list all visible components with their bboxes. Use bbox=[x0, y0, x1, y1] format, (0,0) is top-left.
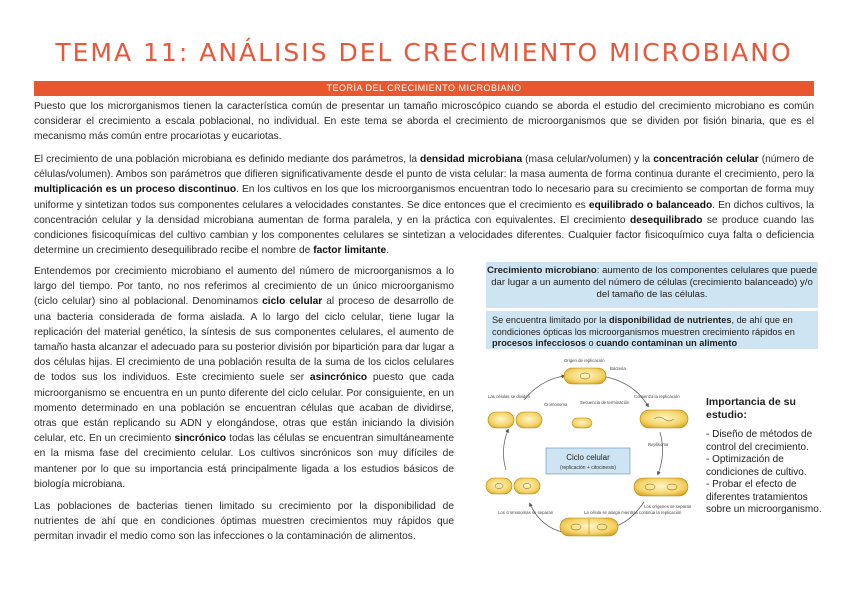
label-comienza: Comienza la replicación bbox=[634, 394, 680, 399]
label-bacteria: Bacteria bbox=[610, 366, 626, 371]
growth-parameters-paragraph: El crecimiento de una población microbiana es definido mediante dos parámetros, la densidad microbiana (masa celular/volumen) y la concentración celular (número de células/volumen). Ambos son parámetros que difieren significativamente desde el punto de vista celular: la masa aumenta de forma continua durante el crecimiento, pero la multiplicación es un proceso discontinuo. En los cultivos en los que los microorganismos encuentran todo lo necesario para su crecimiento se comportan de forma muy uniforme y sintetizan todos sus componentes celulares a velocidades constantes. Se dice entonces que el crecimiento es equilibrado o balanceado. En dichos cultivos, la concentración celular y la densidad microbiana aumentan de forma paralela, y en la práctica con equivalentes. El crecimiento desequilibrado se produce cuando las condiciones fisicoquímicas del cultivo cambian y los componentes celulares se sintetizan a velocidades diferentes. Cualquier factor fisicoquímico cuya falta o deficiencia determine un crecimiento desequilibrado recibe el nombre de factor limitante. bbox=[34, 154, 814, 257]
limitation-box: Se encuentra limitado por la disponibilidad de nutrientes, de ahí que en condiciones ópticas los microorganismos muestren crecimiento rápidos en procesos infecciosos o cuando contaminan un alimento bbox=[486, 311, 818, 349]
cell-cycle-paragraph: Entendemos por crecimiento microbiano el aumento del número de microorganismos a lo largo del tiempo. Por tanto, no nos referimos al crecimiento de un único microorganismo (ciclo celular) sino al poblacional. Denominamos ciclo celular al proceso de desarrollo de una bacteria considerada de forma aislada. A lo largo del ciclo celular, tiene lugar la replicación del material genético, la síntesis de sus componentes celulares, el aumento de tamaño hasta alcanzar el adecuado para su posterior división por bipartición para dar lugar a dos células hijas. El crecimiento de una población resulta de la suma de los ciclos celulares de todos sus los individuos. Este crecimiento suele ser asincrónico puesto que cada microorganismo se encuentra en un punto diferente del ciclo celular. Por consiguiente, en un momento determinado en una población se encuentran células que acaban de dividirse, otras que están replicando su ADN y elongándose, otras que están iniciando la división celular, etc. En un crecimiento sincrónico todas las células se encuentran simultáneamente en la misma fase del crecimiento celular. Los cultivos sincrónicos son muy difíciles de mantener por lo que su importancia está principalmente ligada a los estudios básicos de biología microbiana. bbox=[34, 266, 455, 490]
label-cromosomas: Los cromosomas se separan bbox=[498, 510, 554, 515]
importance-panel bbox=[706, 396, 826, 517]
cell-left-top bbox=[488, 412, 542, 428]
cell-right-top bbox=[640, 410, 688, 428]
label-cromosoma: Cromosoma bbox=[544, 402, 568, 407]
label-secuencia: Secuencia de terminación bbox=[580, 400, 630, 405]
term-asincronico: asincrónico bbox=[309, 372, 368, 384]
cell-top bbox=[564, 368, 606, 384]
importance-heading: Importancia de su estudio: bbox=[706, 396, 796, 421]
label-separan: Las células se dividen bbox=[488, 394, 531, 399]
importance-item: - Optimización de condiciones de cultivo. bbox=[706, 454, 807, 478]
term-ciclo-celular: ciclo celular bbox=[262, 296, 323, 308]
cycle-center-subtitle: (replicación + citocinesis) bbox=[560, 465, 616, 471]
label-elonga: La célula se alarga mientras continúa la replicación bbox=[584, 510, 682, 515]
cycle-center-title: Ciclo celular bbox=[566, 453, 610, 462]
cell-left-bottom bbox=[486, 478, 540, 494]
importance-item: - Probar el efecto de diferentes tratamientos sobre un microorganismo. bbox=[706, 479, 822, 515]
term-factor-limitante: factor limitante bbox=[313, 245, 387, 257]
nutrients-paragraph: Las poblaciones de bacterias tienen limitado su crecimiento por la disponibilidad de nutrientes de ahí que en condiciones óptimas muestren crecimientos muy rápidos que permitan invadir el medio como son las infecciones o la contaminación de alimentos. bbox=[34, 501, 454, 543]
term-equilibrado: equilibrado o balanceado bbox=[588, 199, 713, 211]
term-densidad: densidad microbiana bbox=[420, 154, 523, 165]
term-sincronico: sincrónico bbox=[174, 433, 226, 445]
term-multiplicacion: multiplicación es un proceso discontinuo bbox=[34, 184, 237, 196]
definition-box: Crecimiento microbiano: aumento de los componentes celulares que puede dar lugar a un aumento del número de células (crecimiento balanceado) y/o del tamaño de las células. bbox=[486, 262, 818, 308]
cell-center bbox=[572, 418, 592, 428]
label-origenes: Los orígenes se separan bbox=[644, 504, 692, 509]
term-desequilibrado: desequilibrado bbox=[629, 214, 703, 226]
cell-cycle-diagram bbox=[484, 354, 698, 550]
intro-paragraph: Puesto que los microrganismos tienen la característica común de presentar un tamaño microscópico cuando se aborda el estudio del crecimiento microbiano es común considerar el crecimiento a escala poblacional, no individual. En este tema se aborda el crecimiento de microorganismos que se dividen por fisión binaria, que es el mecanismo más común entre procariotas y eucariotas. bbox=[34, 101, 814, 143]
importance-item: - Diseño de métodos de control del crecimiento. bbox=[706, 429, 813, 453]
section-banner: TEORÍA DEL CRECIMIENTO MICROBIANO bbox=[34, 81, 814, 96]
term-concentracion: concentración celular bbox=[653, 154, 759, 165]
cell-right-bottom bbox=[634, 478, 688, 496]
cell-bottom bbox=[560, 518, 618, 536]
label-replisoma: Replisoma bbox=[648, 442, 669, 447]
page-title: TEMA 11: ANÁLISIS DEL CRECIMIENTO MICROBIANO bbox=[55, 38, 793, 67]
label-origen: Origen de replicación bbox=[564, 358, 605, 363]
